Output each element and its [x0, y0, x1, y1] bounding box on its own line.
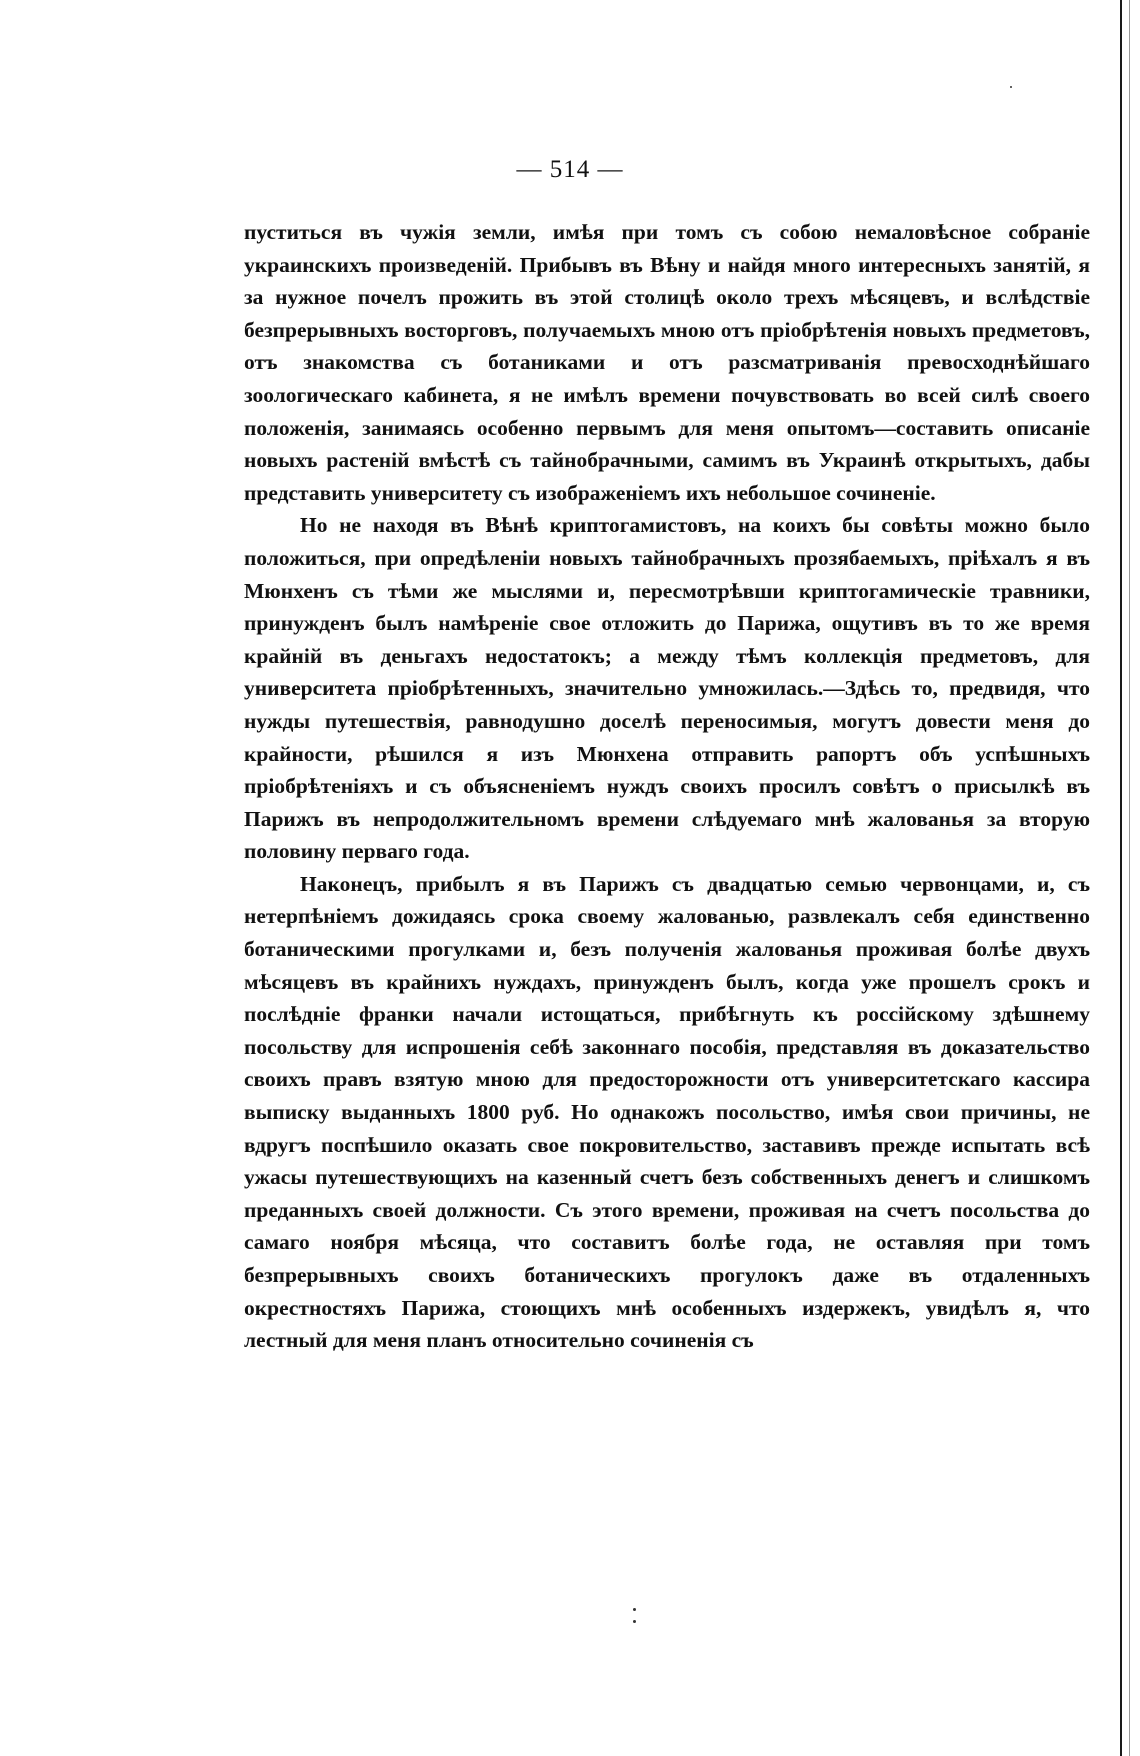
- paragraph-vienna-munich: Но не находя въ Вѣнѣ криптогамистовъ, на коихъ бы совѣты можно было положиться, при опредѣленіи новыхъ тайнобрачныхъ прозябаемыхъ, пріѣхалъ я въ Мюнхенъ съ тѣми же мыслями и, пересмотрѣвши криптогамическіе травники, принужденъ былъ намѣреніе свое отложить до Парижа, ощутивъ въ то же время крайній въ деньгахъ недостатокъ; а между тѣмъ коллекція предметовъ, для университета пріобрѣтенныхъ, значительно умножилась.—Здѣсь то, предвидя, что нужды путешествія, равнодушно доселѣ переносимыя, могутъ довести меня до крайности, рѣшился я изъ Мюнхена отправить рапортъ объ успѣшныхъ пріобрѣтеніяхъ и съ объясненіемъ нуждъ своихъ просилъ совѣтъ о присылкѣ въ Парижъ въ непродолжительномъ времени слѣдуемаго мнѣ жалованья за вторую половину перваго года.: [244, 513, 1090, 864]
- scan-page-edge: [1120, 0, 1122, 1756]
- scan-page-edge-faint: [1129, 0, 1130, 1756]
- scan-speck: [633, 1620, 636, 1623]
- paragraph-continuation: пуститься въ чужія земли, имѣя при томъ съ собою немаловѣсное собраніе украинскихъ произведеній. Прибывъ въ Вѣну и найдя много интересныхъ занятій, я за нужное почелъ прожить въ этой столицѣ около трехъ мѣсяцевъ, и вслѣдствіе безпрерывныхъ восторговъ, получаемыхъ мною отъ пріобрѣтенія новыхъ предметовъ, отъ знакомства съ ботаниками и отъ разсматриванія превосходнѣйшаго зоологическаго кабинета, я не имѣлъ времени почувствовать во всей силѣ своего положенія, занимаясь особенно первымъ для меня опытомъ—составить описаніе новыхъ растеній вмѣстѣ съ тайнобрачными, самимъ въ Украинѣ открытыхъ, дабы представить университету съ изображеніемъ ихъ небольшое сочиненіе.: [244, 220, 1090, 505]
- page-number: — 514 —: [516, 156, 624, 183]
- body-text: [244, 216, 1090, 1357]
- paragraph-paris: Наконецъ, прибылъ я въ Парижъ съ двадцатью семью червонцами, и, съ нетерпѣніемъ дожидаясь срока своему жалованью, развлекалъ себя единственно ботаническими прогулками и, безъ полученія жалованья проживая болѣе двухъ мѣсяцевъ въ крайнихъ нуждахъ, принужденъ былъ, когда уже прошелъ срокъ и послѣдніе франки начали истощаться, прибѣгнуть къ россійскому здѣшнему посольству для испрошенія себѣ законнаго пособія, представляя въ доказательство своихъ правъ взятую мною для предосторожности отъ университетскаго кассира выписку выданныхъ 1800 руб. Но однакожъ посольство, имѣя свои причины, не вдругъ поспѣшило оказать свое покровительство, заставивъ прежде испытать всѣ ужасы путешествующихъ на казенный счетъ безъ собственныхъ денегъ и слишкомъ преданныхъ своей должности. Съ этого времени, проживая на счетъ посольства до самаго ноября мѣсяца, что составитъ болѣе года, не оставляя при томъ безпрерывныхъ своихъ ботаническихъ прогулокъ даже въ отдаленныхъ окрестностяхъ Парижа, стоющихъ мнѣ особенныхъ издержекъ, увидѣлъ я, что лестный для меня планъ относительно сочиненія съ: [244, 871, 1090, 1353]
- scan-speck: [1010, 86, 1012, 88]
- scan-speck: [633, 1608, 636, 1611]
